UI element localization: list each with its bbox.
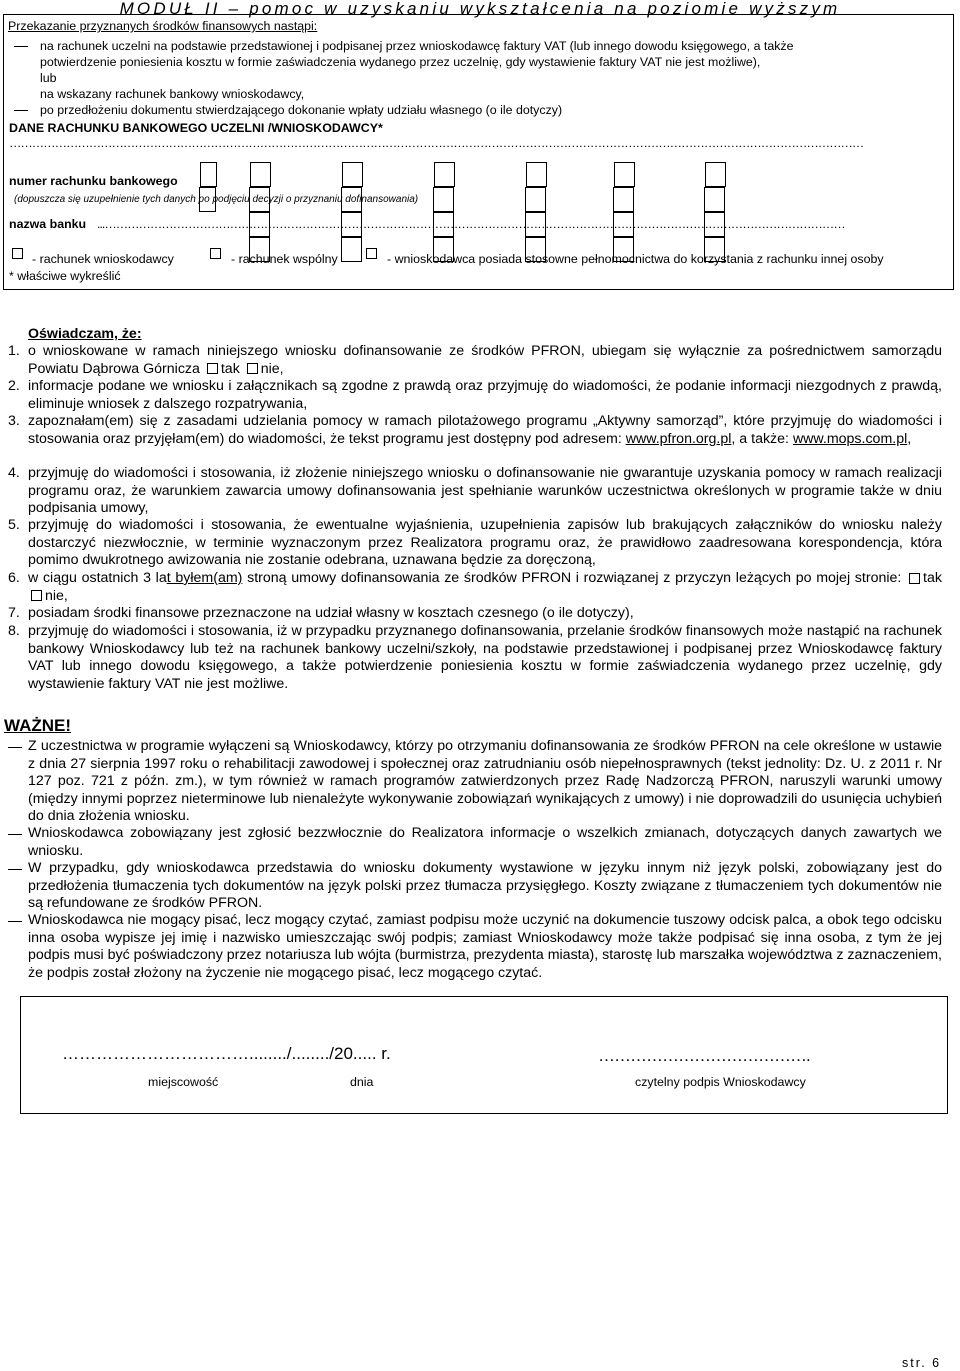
declaration-item-3: zapoznałam(em) się z zasadami udzielania pomocy w ramach pilotażowego programu „Aktywny samorząd”, które przyjmuję do wiadomości i stosowania oraz przyjęłam(em) do wiadomości, że tekst programu jest dostępny pod adresem: www.pfron.org.pl, a także: www.mops.com.pl, (28, 413, 942, 447)
dots-line: ……………………………………………………………………………………………………………………………………………………………………………………………………… (9, 136, 864, 150)
declaration-title: Oświadczam, że: (28, 326, 142, 342)
declaration-item-8: przyjmuję do wiadomości i stosowania, iż w przypadku przyznanego dofinansowania, przelanie środków finansowych może nastąpić na rachunek bankowy Wnioskodawcy lub też na rachunek bankowy uczelni/szkoły, na podstawie przedstawionej i podpisanej przez Wnioskodawcę faktury VAT lub innego dowodu księgowego, a także potwierdzenie poniesienia kosztu w formie zaświadczenia wydanego przez uczelnię, gdy wystawienie faktury VAT nie jest możliwe. (28, 623, 942, 692)
checkbox-no[interactable] (247, 363, 258, 374)
dash-bullet (14, 110, 28, 111)
place-label: miejscowość (148, 1075, 219, 1089)
or-text: lub (40, 71, 57, 85)
declaration-item-6: w ciągu ostatnich 3 lat byłem(am) stroną umowy dofinansowania ze środków PFRON i rozwiązanej z przyczyn leżących po mojej stronie: tak nie, (28, 570, 942, 604)
declaration-item-1: o wnioskowane w ramach niniejszego wniosku dofinansowanie ze środków PFRON, ubiegam się wyłącznie za pośrednictwem samorządu Powiatu Dąbrowa Górnicza tak nie, (28, 343, 942, 377)
important-item-3: W przypadku, gdy wnioskodawca przedstawia do wniosku dokumenty wystawione w języku innym niż język polski, zobowiązany jest do przedłożenia tłumaczenia tych dokumentów na język polski przez tłumacza przysięgłego. Koszty związane z tłumaczeniem tych dokumentów nie są refundowane ze środków PFRON. (28, 860, 942, 911)
declaration-item-2: informacje podane we wniosku i załącznikach są zgodne z prawdą oraz przyjmuję do wiadomości, że podanie informacji niezgodnych z prawdą, eliminuje wniosek z dalszego rozpatrywania, (28, 378, 942, 412)
module-header: MODUŁ II – pomoc w uzyskaniu wykształcenia na poziomie wyższym (119, 0, 841, 18)
dash-bullet (8, 869, 22, 870)
page-number: str. 6 (902, 1356, 942, 1370)
power-of-attorney-label: - wnioskodawca posiada stosowne pełnomocnictwa do korzystania z rachunku innej osoby (387, 252, 884, 266)
item-number: 1. (8, 343, 20, 359)
item-number: 2. (8, 378, 20, 394)
place-date-line[interactable]: ……………………………......../......../20..... r. (62, 1044, 391, 1063)
signature-line[interactable]: …………………………………. (598, 1046, 810, 1065)
transfer-option-own-contribution: po przedłożeniu dokumentu stwierdzającego dokonanie wpłaty udziału własnego (o ile dotyczy) (40, 103, 563, 117)
declaration-item-7: posiadam środki finansowe przeznaczone na udział własny w kosztach czesnego (o ile dotyczy), (28, 605, 634, 621)
important-item-1: Z uczestnictwa w programie wyłączeni są Wnioskodawcy, którzy po otrzymaniu dofinansowania ze środków PFRON na cele określone w ustawie z dnia 27 sierpnia 1997 roku o rehabilitacji zawodowej i społecznej oraz zatrudnianiu osób niepełnosprawnych (tekst jednolity: Dz. U. z 2011 r. Nr 127 poz. 721 z późn. zm.), w tym również w ramach programów zatwierdzonych przez Radę Nadzorczą PFRON, naruszyli warunki umowy (między innymi poprzez nieterminowe lub nienależyte wykonywanie zobowiązań wynikających z umowy) i nie doprowadzili do usunięcia uchybień do dnia złożenia wniosku. (28, 738, 942, 824)
important-item-4: Wnioskodawca nie mogący pisać, lecz mogący czytać, zamiast podpisu może uczynić na dokumencie tuszowy odcisk palca, a obok tego odcisku inna osoba wypisze jej imię i nazwisko umieszczając swój podpis; zamiast Wnioskodawcy może także podpisać się inna osoba, z tym że jej podpis musi być poświadczony przez notariusza lub wójta (burmistrza, prezydenta miasta), starostę lub marszałka województwa z zaznaczeniem, że podpis został złożony na życzenie nie mogącego pisać, lecz mogącego czytać. (28, 912, 942, 981)
item-number: 6. (8, 570, 20, 586)
signature-label: czytelny podpis Wnioskodawcy (635, 1075, 806, 1089)
dash-bullet (8, 921, 22, 922)
bank-name-label: nazwa banku (9, 217, 87, 231)
item-number: 3. (8, 413, 20, 429)
account-number-label: numer rachunku bankowego (9, 174, 178, 188)
bank-data-header: DANE RACHUNKU BANKOWEGO UCZELNI /WNIOSKODAWCY* (9, 121, 383, 135)
important-title: WAŻNE! (4, 716, 72, 735)
transfer-option-university: na rachunek uczelni na podstawie przedstawionej i podpisanej przez wnioskodawcę faktury VAT (lub innego dowodu księgowego, a także (40, 39, 794, 53)
dash-bullet (8, 834, 22, 835)
account-number-note: (dopuszcza się uzupełnienie tych danych po podjęciu decyzji o przyznaniu dofinansowania) (14, 194, 419, 205)
checkbox-no[interactable] (31, 590, 42, 601)
transfer-option-university-cont: potwierdzenie poniesienia kosztu w formie zaświadczenia wydanego przez uczelnię, gdy wystawienie faktury VAT nie jest możliwe), (40, 55, 761, 69)
footnote: * właściwe wykreślić (9, 269, 121, 283)
pfron-link[interactable]: www.pfron.org.pl (625, 430, 732, 447)
dash-bullet (14, 46, 28, 47)
important-item-2: Wnioskodawca zobowiązany jest zgłosić bezzwłocznie do Realizatora informacje o wszelkich zmianach, dotyczących danych zawartych we wniosku. (28, 825, 942, 859)
transfer-title: Przekazanie przyznanych środków finansowych nastąpi: (8, 19, 318, 33)
item-number: 7. (8, 605, 20, 621)
mops-link[interactable]: www.mops.com.pl (792, 430, 908, 447)
item-number: 5. (8, 517, 20, 533)
item-number: 4. (8, 465, 20, 481)
applicant-account-label: - rachunek wnioskodawcy (32, 252, 174, 266)
bank-name-field[interactable]: ...…………………………………………………………………………………………………………………………………………………………………………… (97, 217, 845, 231)
declaration-item-4: przyjmuję do wiadomości i stosowania, iż złożenie niniejszego wniosku o dofinansowanie nie gwarantuje uzyskania pomocy w ramach realizacji programu oraz, że warunkiem zawarcia umowy dofinansowania jest spełnianie warunków uczestnictwa określonych w programie także w dniu podpisania umowy, (28, 465, 942, 516)
checkbox-yes[interactable] (207, 363, 218, 374)
checkbox-yes[interactable] (909, 573, 920, 584)
declaration-item-5: przyjmuję do wiadomości i stosowania, że ewentualne wyjaśnienia, uzupełnienia zapisów lub brakujących załączników do wniosku należy dostarczyć niezwłocznie, w terminie wyznaczonym przez Realizatora programu oraz, że prawidłowo zaadresowana korespondencja, która pomimo dwukrotnego awizowania nie zostanie odebrana, uznawana będzie za doręczoną, (28, 517, 942, 568)
checkbox-power-of-attorney[interactable] (366, 248, 377, 259)
checkbox-applicant-account[interactable] (12, 248, 23, 259)
date-label: dnia (350, 1075, 374, 1089)
transfer-option-applicant: na wskazany rachunek bankowy wnioskodawcy, (40, 87, 305, 101)
checkbox-joint-account[interactable] (210, 248, 221, 259)
dash-bullet (8, 747, 22, 748)
item-number: 8. (8, 623, 20, 639)
joint-account-label: - rachunek wspólny (231, 252, 338, 266)
